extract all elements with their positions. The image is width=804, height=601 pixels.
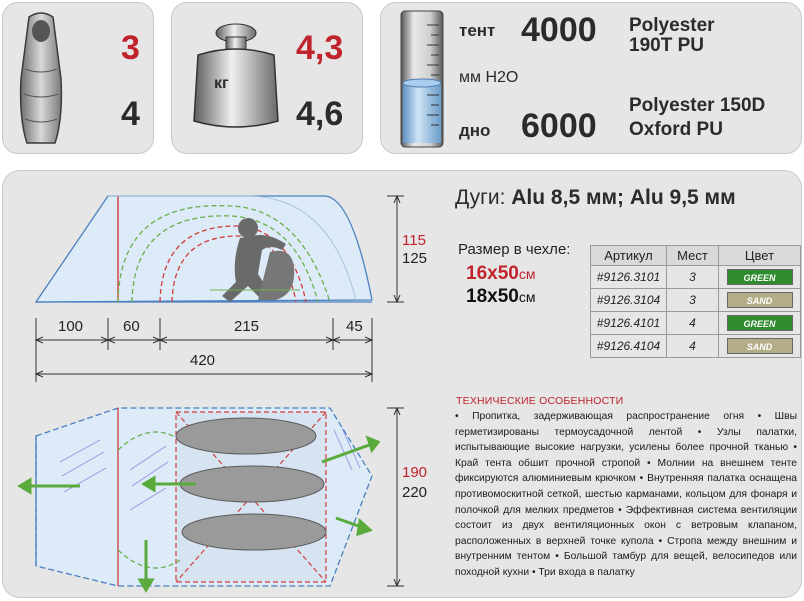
- header-article: Артикул: [591, 246, 667, 266]
- tent-label: тент: [459, 21, 496, 40]
- dim-60: 60: [123, 318, 140, 335]
- waterproof-unit: мм H2O: [459, 69, 519, 86]
- floor-label: дно: [459, 121, 491, 140]
- row-places: 4: [667, 312, 719, 335]
- color-swatch-green: GREEN: [727, 269, 793, 285]
- dim-100: 100: [58, 318, 84, 335]
- packed-size-dark-unit: см: [518, 289, 536, 305]
- side-height-dark: 125: [402, 250, 428, 267]
- dim-45: 45: [346, 318, 363, 335]
- row-places: 3: [667, 266, 719, 289]
- row-article: #9126.4104: [591, 335, 667, 358]
- packed-size-dark-value: 18x50: [466, 286, 519, 307]
- tent-side-view: [36, 196, 372, 302]
- weight-min: 4,3: [296, 29, 344, 67]
- dim-215: 215: [234, 318, 260, 335]
- row-article: #9126.3104: [591, 289, 667, 312]
- floor-material-2: Oxford PU: [629, 119, 723, 140]
- floor-material-1: Polyester 150D: [629, 95, 766, 116]
- persons-max: 4: [121, 95, 140, 133]
- packed-size-dark: [466, 286, 535, 308]
- features-title: ТЕХНИЧЕСКИЕ ОСОБЕННОСТИ: [456, 395, 624, 407]
- floor-waterproof-value: 6000: [521, 107, 597, 145]
- packed-size-red: [466, 263, 535, 285]
- table-row: [591, 289, 801, 312]
- color-swatch-sand: SAND: [727, 338, 793, 354]
- color-swatch-sand: SAND: [727, 292, 793, 308]
- table-row: [591, 312, 801, 335]
- tent-top-view: [20, 408, 378, 590]
- top-width-dark: 220: [402, 484, 428, 501]
- tent-material-2: 190T PU: [629, 35, 704, 56]
- row-article: #9126.4101: [591, 312, 667, 335]
- weight-max: 4,6: [296, 95, 344, 133]
- packed-size-red-unit: см: [518, 266, 536, 282]
- dim-total: 420: [190, 352, 216, 369]
- arcs-label: Дуги:: [455, 186, 506, 209]
- table-row: [591, 266, 801, 289]
- row-places: 4: [667, 335, 719, 358]
- tent-waterproof-value: 4000: [521, 11, 597, 49]
- weight-unit: кг: [214, 75, 229, 92]
- arcs-value: Alu 8,5 мм; Alu 9,5 мм: [511, 186, 736, 209]
- side-height-red: 115: [402, 232, 426, 249]
- header-places: Мест: [667, 246, 719, 266]
- arcs-spec: [455, 186, 736, 210]
- packed-label: Размер в чехле:: [458, 241, 571, 258]
- header-color: Цвет: [719, 246, 801, 266]
- packed-size-red-value: 16x50: [466, 263, 519, 284]
- color-swatch-green: GREEN: [727, 315, 793, 331]
- persons-min: 3: [121, 29, 140, 67]
- table-header-row: [591, 246, 801, 266]
- features-text: • Пропитка, задерживающая распространение огня • Швы герметизированы термоусадочной лентой • Узлы палатки, испытывающие высокие нагрузки, усилены более прочной тканью • Край тента обшит прочной стропой • Молнии на внешнем тенте фиксируются алюминиевым крючком • Внутренняя палатка оснащена противомоскитной сеткой, шестью карманами, кольцом для фонаря и полочкой для мелких предметов • Эффективная система вентиляции состоит из двух вентиляционных окон с ветровым клапаном, расположенных в верхней точке купола • Стропа между внешним и внутренним тентом • Большой тамбур для вещей, велосипедов или походной кухни • Три входа в палатку: [455, 411, 797, 578]
- row-article: #9126.3101: [591, 266, 667, 289]
- table-row: [591, 335, 801, 358]
- row-places: 3: [667, 289, 719, 312]
- top-width-red: 190: [402, 464, 428, 481]
- tent-material-1: Polyester: [629, 15, 715, 36]
- article-table: [590, 245, 801, 358]
